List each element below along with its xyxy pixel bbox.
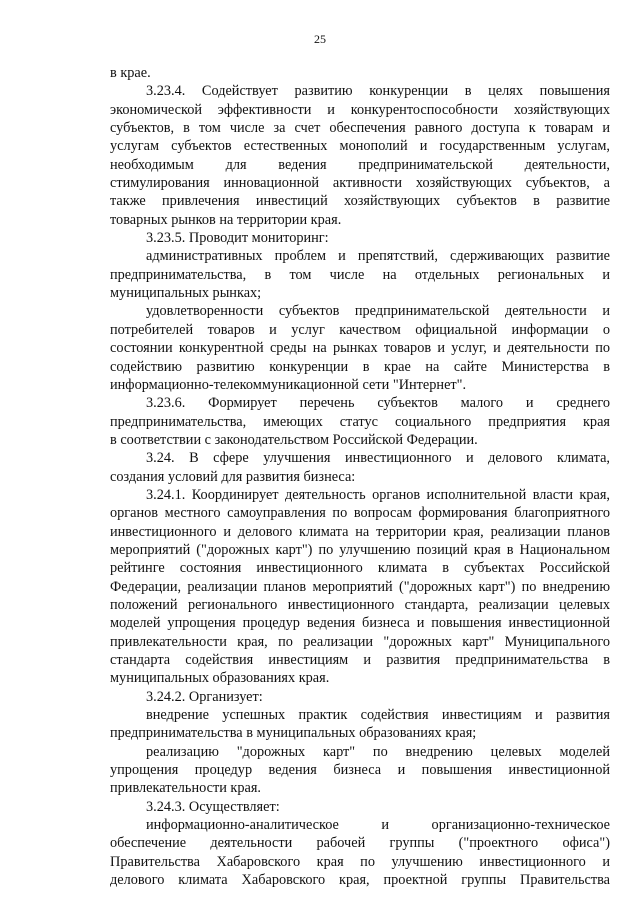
text-line: субъектов, в том числе за счет обеспечения равного доступа к товарам и xyxy=(110,120,610,137)
page-number: 25 xyxy=(314,32,326,46)
text-line: органов местного самоуправления по вопросам формирования благоприятного xyxy=(110,505,610,522)
text-line: привлекательности края. xyxy=(110,780,262,797)
document-body xyxy=(110,64,610,889)
text-line: 3.24.3. Осуществляет: xyxy=(146,798,280,815)
text-line: 3.24.2. Организует: xyxy=(146,688,263,705)
text-line: предпринимательства, имеющих статус социального предприятия края xyxy=(110,413,610,430)
text-line: информационно-телекоммуникационной сети "Интернет". xyxy=(110,376,467,393)
text-line: административных проблем и препятствий, сдерживающих развитие xyxy=(146,248,610,265)
text-line: привлекательности края, по реализации "дорожных карт" Муниципального xyxy=(110,633,610,650)
text-line: Федерации, реализации планов мероприятий ("дорожных карт") по внедрению xyxy=(110,578,610,595)
text-line: 3.24.1. Координирует деятельность органов исполнительной власти края, xyxy=(146,486,610,503)
text-line: потребителей товаров и услуг качеством официальной информации о xyxy=(110,321,610,338)
text-line: делового климата Хабаровского края, проектной группы Правительства xyxy=(110,872,610,889)
text-line: внедрение успешных практик содействия инвестициям и развития xyxy=(146,707,610,724)
text-line: реализацию "дорожных карт" по внедрению целевых моделей xyxy=(146,743,610,760)
text-line: моделей упрощения процедур ведения бизнеса и повышения инвестиционной xyxy=(110,615,610,632)
text-line: стандарта содействия инвестициям и развития предпринимательства в xyxy=(110,652,610,668)
text-line: рейтинге состояния инвестиционного климата в субъектах Российской xyxy=(110,560,610,577)
text-line: предпринимательства, в том числе на отдельных региональных и xyxy=(110,266,610,283)
text-line: муниципальных рынках; xyxy=(110,285,262,302)
text-line: 3.23.6. Формирует перечень субъектов малого и среднего xyxy=(146,395,610,412)
text-line: инвестиционного и делового климата на территории края, реализации планов xyxy=(110,523,610,540)
text-line: обеспечение деятельности рабочей группы ("проектного офиса") xyxy=(110,835,610,852)
text-line: услугам субъектов естественных монополий и государственным услугам, xyxy=(110,138,610,155)
text-line: необходимым для ведения предпринимательской деятельности, xyxy=(110,156,610,173)
text-line: предпринимательства в муниципальных образованиях края; xyxy=(110,725,477,742)
text-line: 3.23.5. Проводит мониторинг: xyxy=(146,230,329,247)
text-line: в крае. xyxy=(110,65,151,81)
text-line: содействию развитию конкуренции в крае на сайте Министерства в xyxy=(110,358,610,375)
text-line: 3.23.4. Содействует развитию конкуренции в целях повышения xyxy=(146,83,610,100)
text-line: также привлечения инвестиций хозяйствующих субъектов в развитие xyxy=(110,193,610,210)
text-line: Правительства Хабаровского края по улучшению инвестиционного и xyxy=(110,853,610,870)
text-line: экономической эффективности и конкурентоспособности хозяйствующих xyxy=(110,101,610,118)
text-line: муниципальных образованиях края. xyxy=(110,670,330,687)
text-line: упрощения процедур ведения бизнеса и повышения инвестиционной xyxy=(110,762,610,779)
text-line: стимулирования инновационной активности хозяйствующих субъектов, а xyxy=(110,175,610,192)
text-line: товарных рынков на территории края. xyxy=(110,211,342,228)
text-line: состоянии конкурентной среды на рынках товаров и услуг, и деятельности по xyxy=(110,340,610,357)
text-line: 3.24. В сфере улучшения инвестиционного и делового климата, xyxy=(146,450,610,467)
text-line: в соответствии с законодательством Российской Федерации. xyxy=(110,431,478,448)
text-line: создания условий для развития бизнеса: xyxy=(110,468,356,485)
text-line: удовлетворенности субъектов предпринимательской деятельности и xyxy=(146,303,610,320)
text-line: положений регионального инвестиционного стандарта, реализации целевых xyxy=(110,596,610,613)
text-line: информационно-аналитическое и организационно-техническое xyxy=(146,817,610,834)
text-line: мероприятий ("дорожных карт") по улучшению позиций края в Национальном xyxy=(110,541,610,558)
